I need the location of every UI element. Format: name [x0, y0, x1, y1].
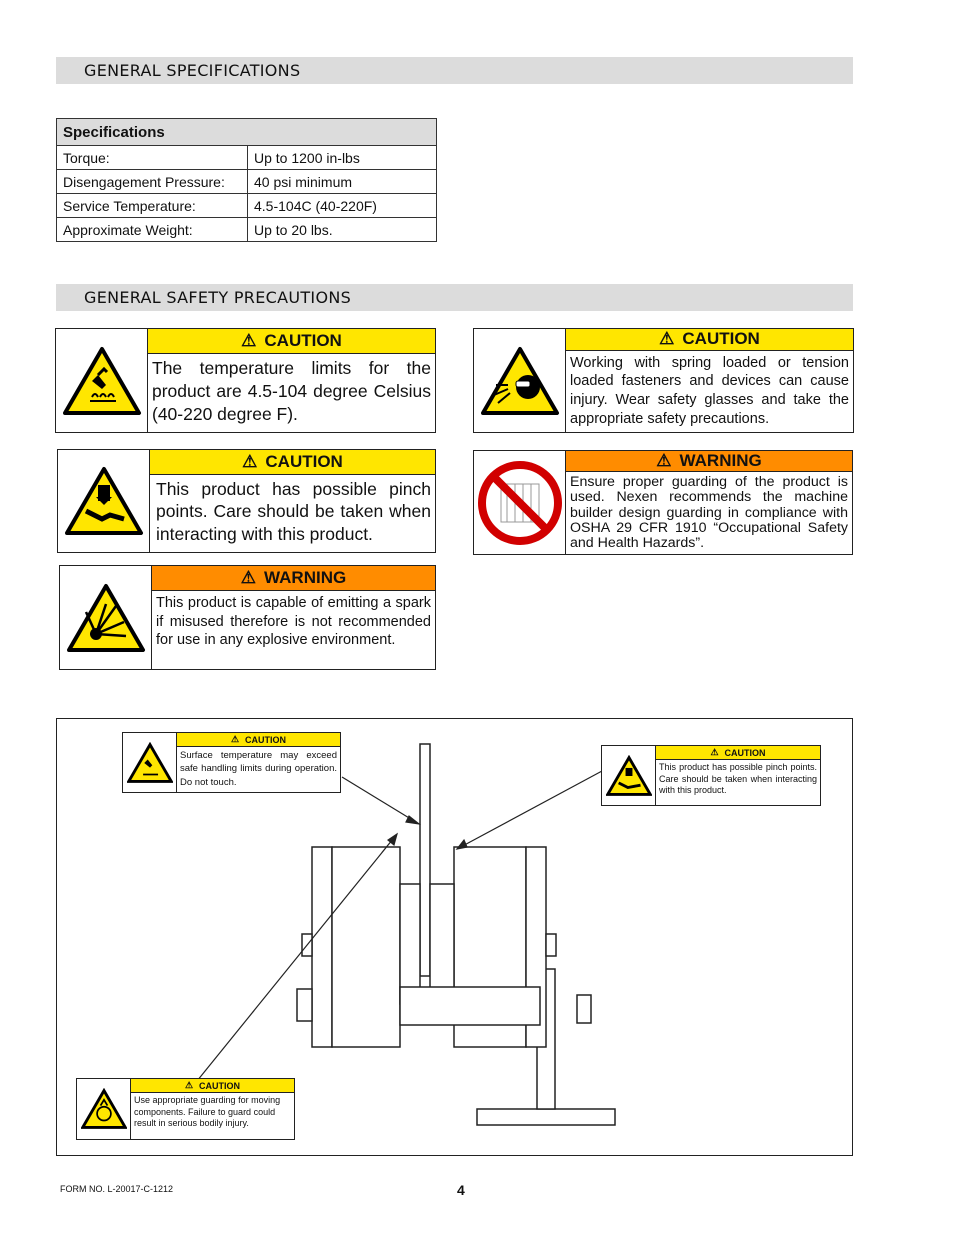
section-title-safety: GENERAL SAFETY PRECAUTIONS [56, 284, 853, 311]
caution-header: ⚠ CAUTION [131, 1079, 294, 1093]
warning-label-guarding [473, 450, 853, 555]
warning-header: ⚠ WARNING [152, 566, 435, 591]
warning-triangle-icon: ⚠ [659, 329, 675, 349]
specifications-table [56, 118, 437, 242]
caution-label-pinch [57, 449, 436, 553]
page-number: 4 [457, 1182, 465, 1198]
table-row: Disengagement Pressure: 40 psi minimum [57, 170, 437, 194]
table-row: Service Temperature: 4.5-104C (40-220F) [57, 194, 437, 218]
warning-triangle-icon: ⚠ [241, 331, 257, 350]
warning-triangle-icon: ⚠ [184, 1080, 194, 1090]
warning-text: This product is capable of emitting a spark if misused therefore is not recommended for use in any explosive environment. [156, 595, 431, 649]
caution-text: Use appropriate guarding for moving components. Failure to guard could result in serious bodily injury. [134, 1095, 281, 1129]
form-number: FORM NO. L-20017-C-1212 [60, 1184, 174, 1194]
caution-text: Working with spring loaded or tension loaded fasteners and devices can cause injury. Wear safety glasses and take the appropriate safety precautions. [570, 354, 849, 428]
diagram-label-guard [76, 1078, 295, 1140]
warning-triangle-icon: ⚠ [242, 452, 258, 471]
diagram-label-pinch [601, 745, 821, 806]
warning-triangle-icon: ⚠ [656, 451, 672, 470]
caution-text: This product has possible pinch points. Care should be taken when interacting with this product. [156, 479, 431, 544]
caution-label-temperature [55, 328, 436, 433]
caution-header: ⚠ CAUTION [177, 733, 340, 747]
warning-triangle-icon: ⚠ [710, 747, 719, 757]
caution-text: This product has possible pinch points. Care should be taken when interacting with this product. [659, 762, 817, 796]
caution-header: ⚠ CAUTION [566, 329, 853, 351]
pinch-point-icon [602, 746, 656, 805]
warning-label-spark [59, 565, 436, 670]
product-diagram [56, 718, 853, 1156]
caution-label-spring [473, 328, 854, 433]
caution-header: ⚠ CAUTION [150, 450, 435, 475]
warning-header: ⚠ WARNING [566, 451, 852, 472]
explosion-icon [60, 566, 152, 669]
warning-triangle-icon: ⚠ [240, 568, 257, 587]
pinch-point-icon [58, 450, 150, 552]
table-row: Approximate Weight: Up to 20 lbs. [57, 218, 437, 242]
no-guard-removal-icon [474, 451, 566, 554]
caution-header: ⚠ CAUTION [656, 746, 820, 760]
diagram-label-surface [122, 732, 341, 793]
guarding-icon [77, 1079, 131, 1139]
table-row: Torque: Up to 1200 in-lbs [57, 146, 437, 170]
eye-protection-icon [474, 329, 566, 432]
hot-surface-icon [123, 733, 177, 792]
caution-text: Surface temperature may exceed safe handling limits during operation. Do not touch. [180, 750, 337, 788]
hot-surface-icon [56, 329, 148, 432]
warning-triangle-icon: ⚠ [230, 734, 240, 744]
section-title-specifications: GENERAL SPECIFICATIONS [56, 57, 853, 84]
warning-text: Ensure proper guarding of the product is used. Nexen recommends the machine builder design guarding in compliance with OSHA 29 CFR 1910 “Occupational Safety and Health Hazards”. [570, 474, 848, 552]
caution-text: The temperature limits for the product are 4.5-104 degree Celsius (40-220 degree F). [152, 358, 431, 424]
caution-header: ⚠ CAUTION [148, 329, 435, 354]
table-header: Specifications [57, 119, 437, 146]
